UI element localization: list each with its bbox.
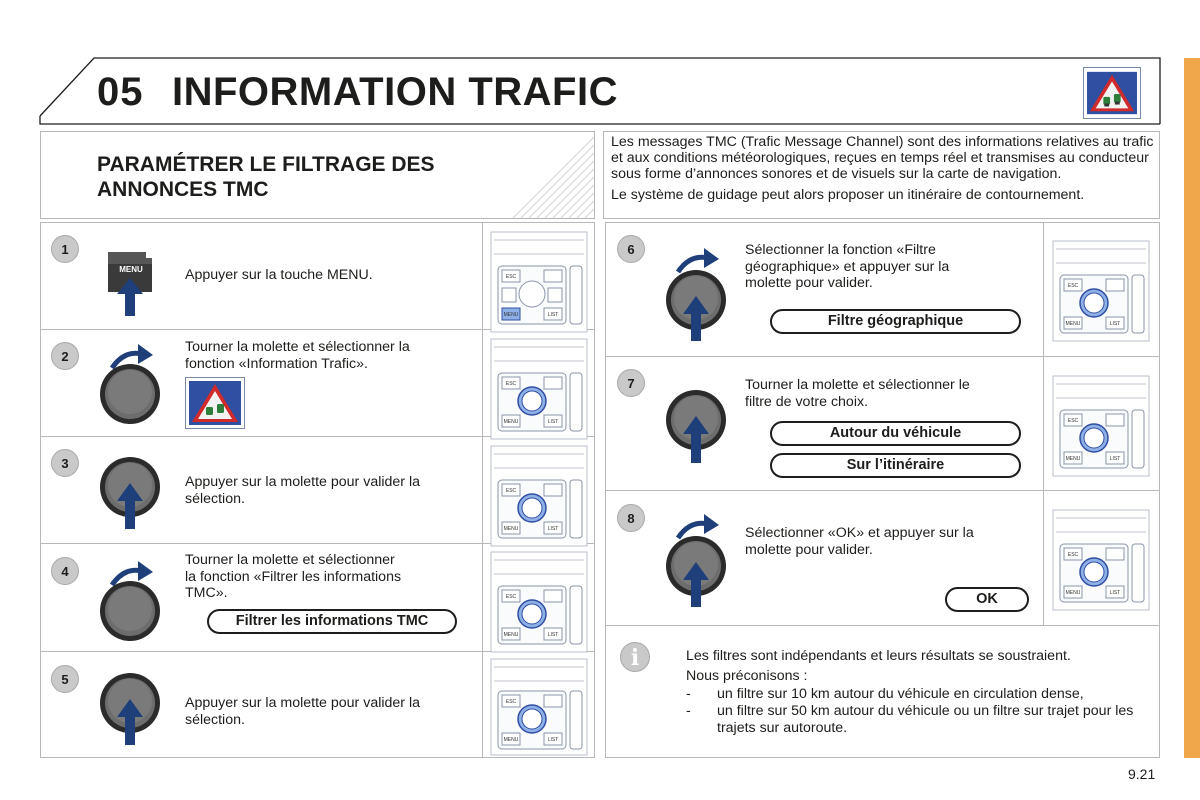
svg-text:MENU: MENU <box>1065 456 1081 462</box>
intro-text <box>603 131 1160 219</box>
chapter-title: INFORMATION TRAFIC <box>172 70 618 114</box>
control-panel-illustration <box>488 335 592 443</box>
press-knob-icon <box>664 508 730 608</box>
svg-text:ESC: ESC <box>505 488 517 494</box>
svg-text:ESC: ESC <box>505 274 517 280</box>
svg-text:ESC: ESC <box>505 594 517 600</box>
step-number-badge: 7 <box>617 369 645 397</box>
step-5-line-1: Appuyer sur la molette pour valider la <box>185 695 421 711</box>
press-knob-icon <box>664 388 730 464</box>
step-5-text <box>185 695 420 728</box>
press-knob-icon <box>98 671 164 746</box>
control-panel-illustration <box>1050 506 1154 614</box>
svg-text:LIST: LIST <box>547 419 559 425</box>
menu-option-filtre-geographique: Filtre géographique <box>770 309 1021 334</box>
info-text <box>686 646 1156 737</box>
control-panel-illustration <box>488 548 592 656</box>
info-line-1: Les filtres sont indépendants et leurs résultats se soustraient. <box>686 648 1071 664</box>
step-4-line-2: la fonction «Filtrer les informations <box>185 568 402 585</box>
svg-text:MENU: MENU <box>1065 321 1081 327</box>
svg-text:LIST: LIST <box>1109 590 1121 596</box>
step-8-text <box>745 525 974 558</box>
intro-paragraph-1: Les messages TMC (Trafic Message Channel) sont des informations relatives au trafic et aux conditions météorologiques, reçues en temps réel et transmises au conducteur sous forme d’annonces sonores et de visuels sur la carte de navigation. <box>611 134 1154 182</box>
info-box <box>605 626 1160 758</box>
step-3-line-1: Appuyer sur la molette pour valider la <box>185 474 421 490</box>
step-number-badge: 6 <box>617 235 645 263</box>
menu-button-icon <box>100 248 160 318</box>
step-6-line-2: géographique» et appuyer sur la <box>745 258 950 275</box>
svg-text:ESC: ESC <box>1067 418 1079 424</box>
menu-option-ok: OK <box>945 587 1029 612</box>
svg-text:MENU: MENU <box>503 312 519 318</box>
svg-text:ESC: ESC <box>1067 283 1079 289</box>
step-number-badge: 2 <box>51 342 79 370</box>
menu-option-filtrer-tmc: Filtrer les informations TMC <box>207 609 457 634</box>
svg-text:MENU: MENU <box>503 419 519 425</box>
step-number-badge: 3 <box>51 449 79 477</box>
step-number-badge: 1 <box>51 235 79 263</box>
step-8-line-2: molette pour valider. <box>745 541 873 558</box>
svg-text:LIST: LIST <box>547 632 559 638</box>
info-bullet-2: - un filtre sur 50 km autour du véhicule ou un filtre sur trajet pour les trajets sur autoroute. <box>686 703 1156 737</box>
step-number-badge: 4 <box>51 557 79 585</box>
step-1-line-1: Appuyer sur la touche MENU. <box>185 267 373 283</box>
step-4-text <box>185 552 401 602</box>
svg-text:MENU: MENU <box>503 526 519 532</box>
svg-text:LIST: LIST <box>1109 456 1121 462</box>
svg-text:MENU: MENU <box>1065 590 1081 596</box>
chapter-number: 05 <box>97 70 144 114</box>
step-3-line-2: sélection. <box>185 490 245 507</box>
step-6-text <box>745 242 949 292</box>
svg-text:ESC: ESC <box>505 699 517 705</box>
section-title-line-2: ANNONCES TMC <box>97 178 269 201</box>
chapter-tab <box>1184 58 1200 758</box>
step-6-line-3: molette pour valider. <box>745 275 873 291</box>
svg-text:ESC: ESC <box>1067 552 1079 558</box>
press-knob-icon <box>664 242 730 342</box>
svg-text:LIST: LIST <box>547 737 559 743</box>
page-number: 9.21 <box>1128 766 1156 782</box>
rotate-knob-icon <box>98 342 164 424</box>
rotate-knob-icon <box>98 557 164 643</box>
menu-option-autour-vehicule: Autour du véhicule <box>770 421 1021 446</box>
step-2-text <box>185 339 410 372</box>
info-icon: i <box>620 642 650 672</box>
traffic-function-icon <box>185 377 245 429</box>
info-list <box>686 686 1156 737</box>
svg-text:LIST: LIST <box>547 312 559 318</box>
step-8-line-1: Sélectionner «OK» et appuyer sur la <box>745 525 974 541</box>
svg-text:MENU: MENU <box>503 632 519 638</box>
svg-text:ESC: ESC <box>505 381 517 387</box>
step-number-badge: 8 <box>617 504 645 532</box>
step-7-line-1: Tourner la molette et sélectionner le <box>745 377 970 393</box>
menu-button-label: MENU <box>119 265 143 274</box>
step-4-line-1: Tourner la molette et sélectionner <box>185 552 395 568</box>
intro-paragraph-2: Le système de guidage peut alors proposer un itinéraire de contournement. <box>611 187 1085 203</box>
traffic-warning-icon <box>1083 67 1141 119</box>
menu-option-sur-itineraire: Sur l’itinéraire <box>770 453 1021 478</box>
control-panel-illustration <box>1050 372 1154 480</box>
info-line-2: Nous préconisons : <box>686 668 808 684</box>
step-3-text <box>185 474 420 507</box>
control-panel-illustration <box>488 442 592 550</box>
section-title-box <box>40 131 595 219</box>
step-2-line-2: fonction «Information Trafic». <box>185 355 368 372</box>
step-6-line-1: Sélectionner la fonction «Filtre <box>745 242 936 258</box>
svg-text:LIST: LIST <box>547 526 559 532</box>
step-4-line-3: TMC». <box>185 585 228 601</box>
section-title-line-1: PARAMÉTRER LE FILTRAGE DES <box>97 153 435 176</box>
control-panel-illustration <box>488 655 592 763</box>
control-panel-illustration <box>488 228 592 336</box>
step-7-line-2: filtre de votre choix. <box>745 393 869 410</box>
svg-text:MENU: MENU <box>503 737 519 743</box>
press-knob-icon <box>98 455 164 530</box>
step-5-line-2: sélection. <box>185 711 245 728</box>
step-1-text <box>185 267 373 284</box>
section-title <box>97 152 537 202</box>
info-bullet-1: - un filtre sur 10 km autour du véhicule en circulation dense, <box>686 686 1156 703</box>
step-2-line-1: Tourner la molette et sélectionner la <box>185 339 410 355</box>
step-number-badge: 5 <box>51 665 79 693</box>
control-panel-illustration <box>1050 237 1154 345</box>
svg-text:LIST: LIST <box>1109 321 1121 327</box>
step-7-text <box>745 377 970 410</box>
